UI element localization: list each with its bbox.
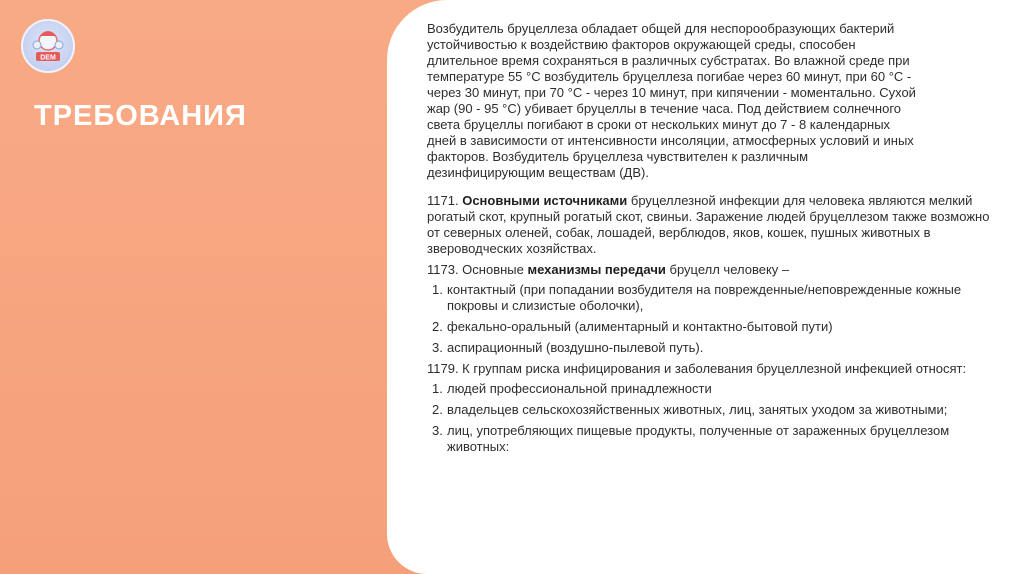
sources-text: бруцеллезной инфекции для человека являются мелкий рогатый скот, крупный рогатый скот, свиньи. Заражение людей бруцеллезом также возможно от северных оленей, собак, лошадей, верблюдов, яков, кошек, пушных животных в звероводческих хозяйствах. — [427, 193, 990, 256]
logo-icon — [23, 21, 73, 71]
risk-groups-list — [427, 381, 1007, 455]
list-item-text: владельцев сельскохозяйственных животных, лиц, занятых уходом за животными; — [447, 402, 948, 417]
list-item-number: 2. — [432, 402, 443, 417]
mechanisms-heading — [427, 262, 1007, 278]
mechanisms-suffix: бруцелл человеку – — [669, 262, 790, 277]
list-item-number: 2. — [432, 319, 443, 334]
list-item-text: фекально-оральный (алиментарный и контактно-бытовой пути) — [447, 319, 833, 334]
list-item — [427, 282, 1007, 314]
list-item-text: людей профессиональной принадлежности — [447, 381, 712, 396]
mechanisms-list — [427, 282, 1007, 356]
list-item — [427, 381, 1007, 397]
list-item-number: 3. — [432, 423, 443, 438]
risk-groups-heading: 1179. К группам риска инфицирования и заболевания бруцеллезной инфекцией относят: — [427, 361, 967, 376]
list-item — [427, 319, 1007, 335]
list-item-text: лиц, употребляющих пищевые продукты, полученные от зараженных бруцеллезом животных: — [447, 423, 950, 454]
list-item-number: 1. — [432, 282, 443, 297]
mechanisms-prefix: 1173. Основные — [427, 262, 524, 277]
sources-number: 1171. — [427, 193, 459, 208]
list-item-text: контактный (при попадании возбудителя на поврежденные/неповрежденные кожные покровы и слизистые оболочки), — [447, 282, 962, 313]
main-content — [427, 21, 1007, 460]
list-item — [427, 340, 1007, 356]
organization-logo — [21, 19, 75, 73]
list-item-number: 1. — [432, 381, 443, 396]
list-item-number: 3. — [432, 340, 443, 355]
page-title: ТРЕБОВАНИЯ — [34, 100, 247, 132]
list-item-text: аспирационный (воздушно-пылевой путь). — [447, 340, 704, 355]
sources-paragraph — [427, 193, 992, 257]
sources-bold: Основными источниками — [462, 193, 628, 208]
intro-paragraph: Возбудитель бруцеллеза обладает общей для неспорообразующих бактерий устойчивостью к воздействию факторов окружающей среды, способен длительное время сохраняться в различных субстратах. Во влажной среде при температуре 55 °С возбудитель бруцеллеза погибае через 60 минут, при 60 °С - через 30 минут, при 70 °С - через 10 минут, при кипячении - моментально. Сухой жар (90 - 95 °С) убивает бруцеллы в течение часа. Под действием солнечного света бруцеллы погибают в сроки от нескольких минут до 7 - 8 календарных дней в зависимости от интенсивности инсоляции, атмосферных условий и иных факторов. Возбудитель бруцеллеза чувствителен к различным дезинфицирующим веществам (ДВ). — [427, 21, 916, 180]
logo-text: DEM — [40, 54, 56, 62]
mechanisms-bold: механизмы передачи — [527, 262, 666, 277]
list-item — [427, 423, 1007, 455]
list-item — [427, 402, 1007, 418]
